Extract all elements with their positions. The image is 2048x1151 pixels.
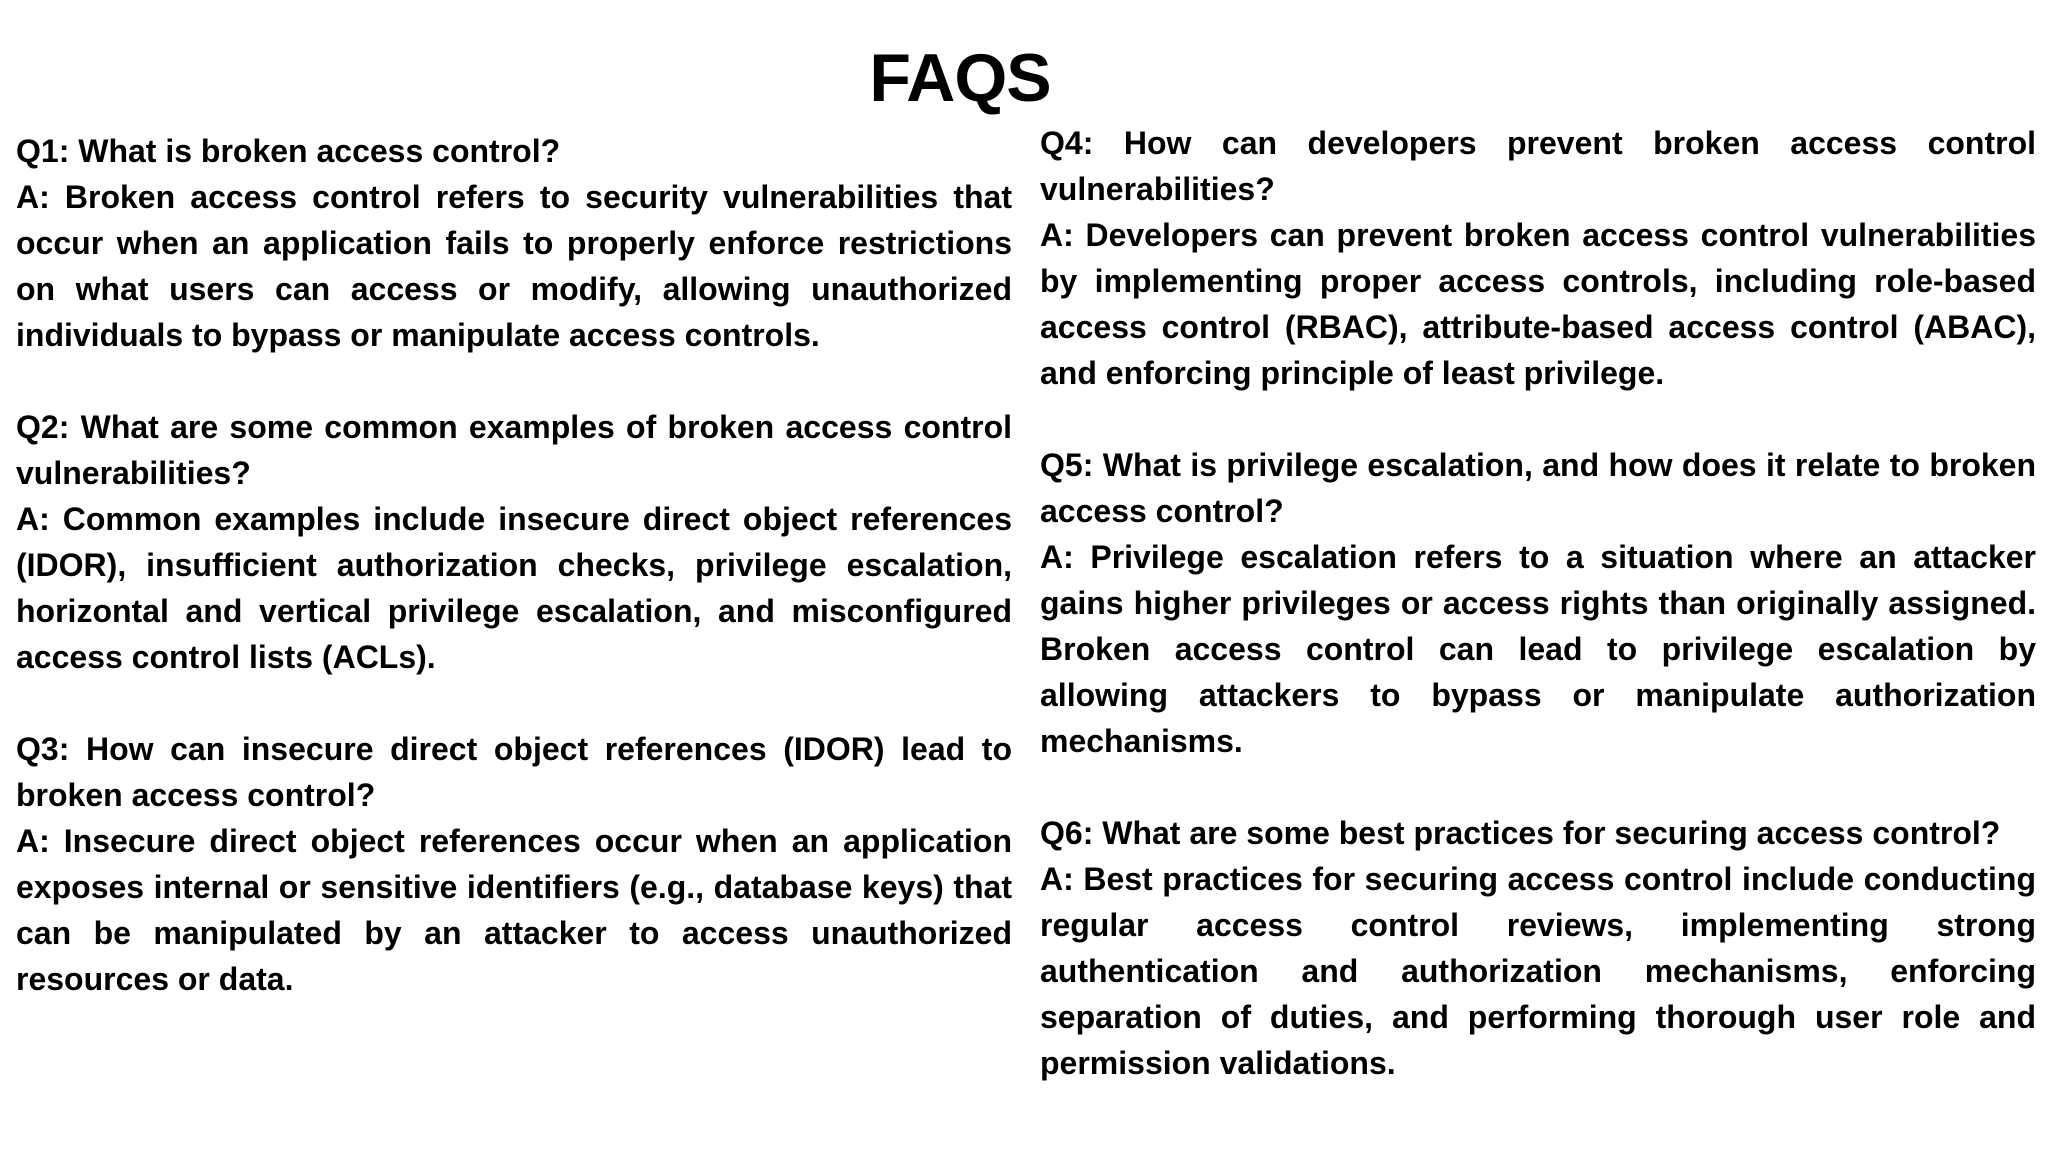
- faq-answer: A: Developers can prevent broken access control vulnerabilities by implementing proper access controls, including role-based access control (RBAC), attribute-based access control (ABAC), and enforcing principle of least privilege.: [1040, 217, 2036, 391]
- faq-item-q2: [16, 404, 1012, 680]
- faq-answer: A: Privilege escalation refers to a situation where an attacker gains higher privileges or access rights than originally assigned. Broken access control can lead to privilege escalation by allowing attackers to bypass or manipulate authorization mechanisms.: [1040, 539, 2036, 759]
- faq-question: Q3: How can insecure direct object references (IDOR) lead to broken access control?: [16, 731, 1012, 813]
- faq-answer: A: Best practices for securing access control include conducting regular access control reviews, implementing strong authentication and authorization mechanisms, enforcing separation of duties, and performing thorough user role and permission validations.: [1040, 861, 2036, 1081]
- faq-item-q1: [16, 128, 1012, 358]
- faq-question: Q2: What are some common examples of broken access control vulnerabilities?: [16, 409, 1012, 491]
- faq-answer: A: Broken access control refers to security vulnerabilities that occur when an application fails to properly enforce restrictions on what users can access or modify, allowing unauthorized individuals to bypass or manipulate access controls.: [16, 179, 1012, 353]
- faq-answer: A: Common examples include insecure direct object references (IDOR), insufficient authorization checks, privilege escalation, horizontal and vertical privilege escalation, and misconfigured access control lists (ACLs).: [16, 501, 1012, 675]
- faq-item-q5: [1040, 442, 2036, 764]
- faq-item-q3: [16, 726, 1012, 1002]
- faq-column-right: [1040, 120, 2036, 1086]
- faq-question: Q6: What are some best practices for securing access control?: [1040, 815, 2001, 851]
- page-title: FAQS: [869, 40, 1051, 116]
- faq-answer: A: Insecure direct object references occur when an application exposes internal or sensitive identifiers (e.g., database keys) that can be manipulated by an attacker to access unauthorized resources or data.: [16, 823, 1012, 997]
- faq-column-left: [16, 128, 1012, 1002]
- faq-item-q4: [1040, 120, 2036, 396]
- faq-item-q6: [1040, 810, 2036, 1086]
- faq-question: Q4: How can developers prevent broken access control vulnerabilities?: [1040, 125, 2036, 207]
- faq-question: Q1: What is broken access control?: [16, 133, 561, 169]
- faq-question: Q5: What is privilege escalation, and how does it relate to broken access control?: [1040, 447, 2036, 529]
